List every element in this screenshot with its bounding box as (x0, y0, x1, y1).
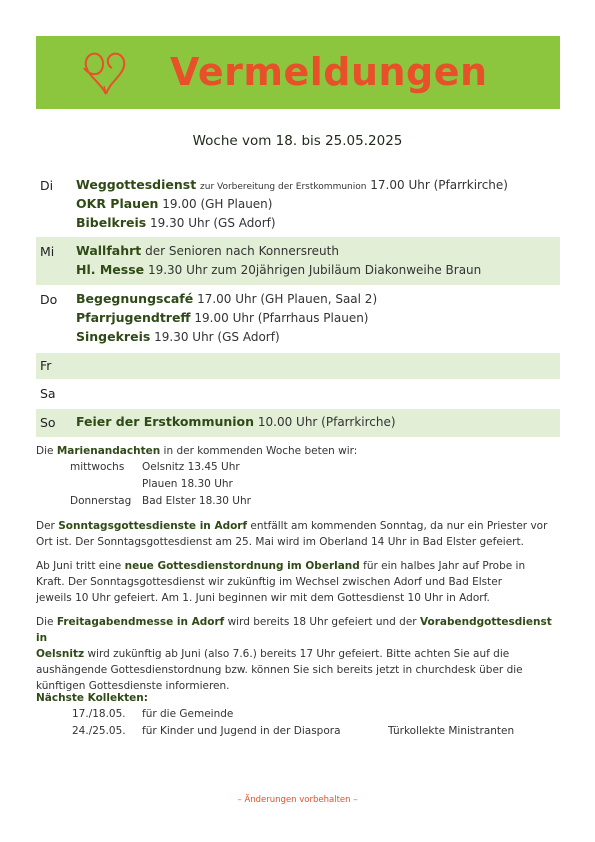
event-item: OKR Plauen 19.00 (GH Plauen) (76, 196, 273, 211)
day-label: Mi (40, 244, 55, 259)
marien-place: Plauen 18.30 Uhr (142, 478, 233, 490)
marien-day: Donnerstag (70, 495, 132, 507)
day-label: Do (40, 292, 58, 307)
marien-day: mittwochs (70, 461, 125, 473)
day-label: So (40, 415, 56, 430)
day-row-so (36, 409, 560, 437)
marien-place: Bad Elster 18.30 Uhr (142, 495, 251, 507)
event-item: Weggottesdienst zur Vorbereitung der Erstkommunion 17.00 Uhr (Pfarrkirche) (76, 177, 508, 192)
day-row-mi (36, 237, 560, 285)
marien-intro: Die Marienandachten in der kommenden Woche beten wir: (36, 445, 358, 457)
footer-note: – Änderungen vorbehalten – (237, 795, 358, 805)
event-item: Hl. Messe 19.30 Uhr zum 20jährigen Jubiläum Diakonweihe Braun (76, 262, 482, 277)
kollekte-purpose: für die Gemeinde (142, 708, 234, 720)
event-item: Feier der Erstkommunion 10.00 Uhr (Pfarrkirche) (76, 414, 396, 429)
day-row-do (36, 287, 560, 349)
marien-place: Oelsnitz 13.45 Uhr (142, 461, 240, 473)
week-heading: Woche vom 18. bis 25.05.2025 (192, 133, 403, 149)
day-label: Sa (40, 386, 56, 401)
kollekte-date: 17./18.05. (72, 708, 126, 720)
day-label: Fr (40, 358, 52, 373)
kollekte-extra: Türkollekte Ministranten (388, 725, 515, 737)
event-item: Begegnungscafé 17.00 Uhr (GH Plauen, Saal 2) (76, 291, 378, 306)
paragraph-sonntagsgottesdienst: Der Sonntagsgottesdienste in Adorf entfällt am kommenden Sonntag, da nur ein Priester vor Ort ist. Der Sonntagsgottesdienst am 25. Mai wird im Oberland 14 Uhr in Bad Elster gefeiert. (36, 520, 548, 548)
header-banner (36, 36, 560, 109)
day-row-sa (36, 381, 560, 407)
paragraph-gottesdienstordnung: Ab Juni tritt eine neue Gottesdienstordnung im Oberland für ein halbes Jahr auf Probe in Kraft. Der Sonntagsgottesdienst wir zukünftig im Wechsel zwischen Adorf und Bad Elster jeweils 10 Uhr gefeiert. Am 1. Juni beginnen wir mit dem Gottesdienst 10 Uhr in Adorf. (36, 560, 526, 604)
day-label: Di (40, 178, 54, 193)
heart-ribbon-logo-icon (78, 46, 134, 98)
event-item: Bibelkreis 19.30 Uhr (GS Adorf) (76, 215, 276, 230)
paragraph-freitagabendmesse: Die Freitagabendmesse in Adorf wird bereits 18 Uhr gefeiert und der Vorabendgottesdienst in Oelsnitz wird zukünftig ab Juni (also 7.6.) bereits 17 Uhr gefeiert. Bitte achten Sie auf die aushängende Gottesdienstordnung bzw. können Sie sich bereits jetzt in churchdesk über die künftigen Gottesdienste informieren. (36, 616, 552, 692)
day-row-fr (36, 353, 560, 379)
kollekte-date: 24./25.05. (72, 725, 126, 737)
event-item: Singekreis 19.30 Uhr (GS Adorf) (76, 329, 280, 344)
kollekte-purpose: für Kinder und Jugend in der Diaspora (142, 725, 341, 737)
day-row-di (36, 174, 560, 236)
event-item: Wallfahrt der Senioren nach Konnersreuth (76, 243, 339, 258)
page-title: Vermeldungen (170, 50, 488, 94)
kollekten-heading: Nächste Kollekten: (36, 692, 148, 704)
event-item: Pfarrjugendtreff 19.00 Uhr (Pfarrhaus Plauen) (76, 310, 369, 325)
